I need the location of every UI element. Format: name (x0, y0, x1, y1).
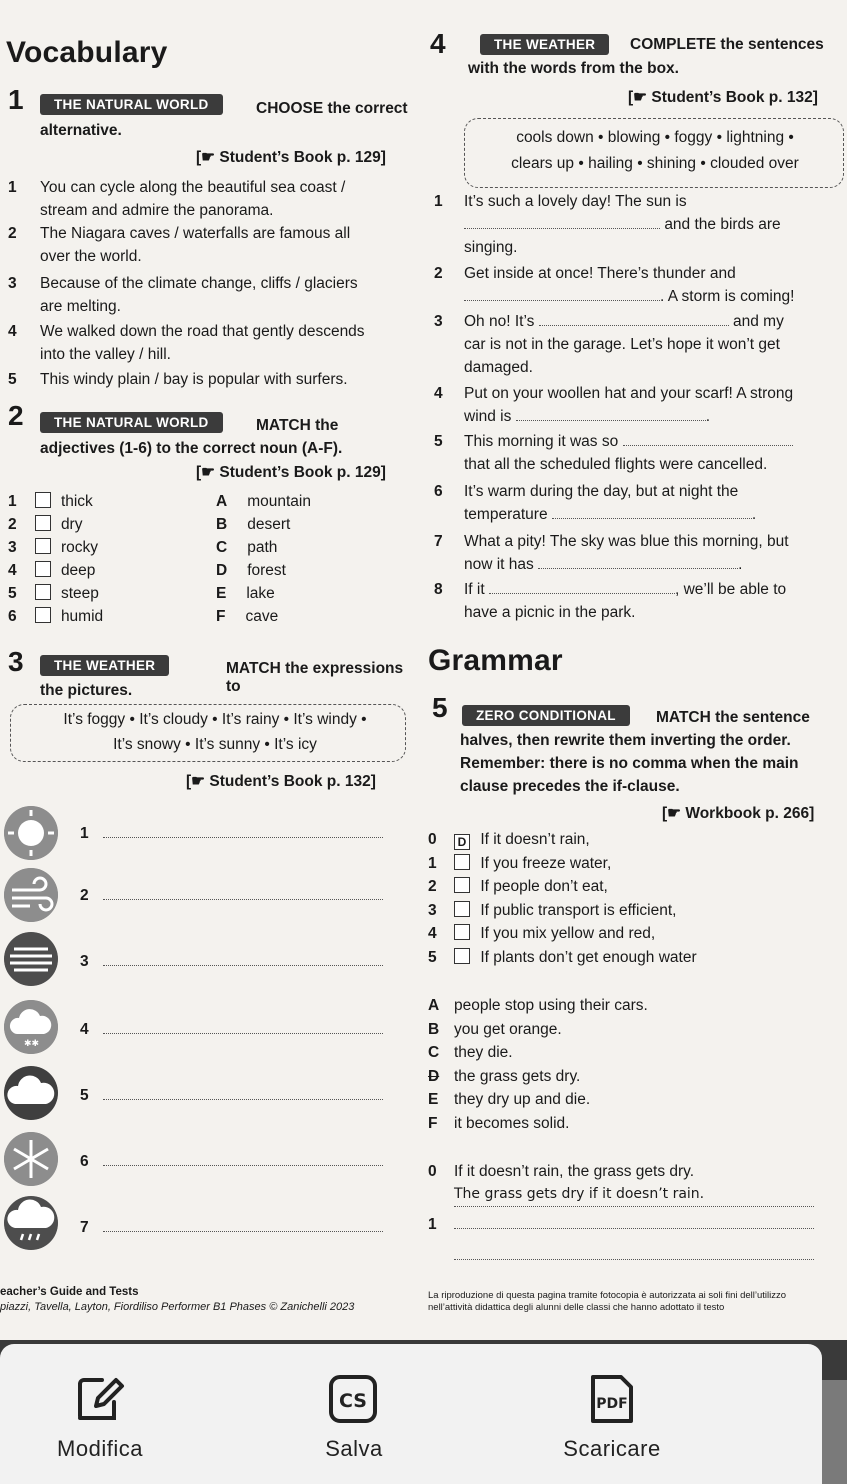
rain-cloud-icon (4, 1196, 58, 1250)
exercise-5-tag: ZERO CONDITIONAL (462, 705, 630, 726)
exercise-5-instruction-2: halves, then rewrite them inverting the order. (460, 732, 791, 749)
answer-blank[interactable] (489, 580, 675, 594)
svg-text:PDF: PDF (596, 1396, 628, 1412)
item-text: Because of the climate change, cliffs / glaciers (40, 275, 358, 292)
answer-checkbox[interactable] (454, 948, 470, 964)
exercise-4-instruction-2: with the words from the box. (468, 60, 679, 77)
save-button[interactable] (254, 1344, 454, 1484)
edit-icon (72, 1372, 126, 1426)
answer-checkbox[interactable] (454, 924, 470, 940)
edit-label: Modifica (57, 1436, 143, 1461)
footer-copyright-1: La riproduzione di questa pagina tramite fotocopia è autorizzata ai soli fini dell’utilizzo (428, 1290, 787, 1301)
exercise-5-number: 5 (432, 692, 448, 723)
exercise-3-instruction-2: the pictures. (40, 682, 133, 699)
exercise-3-number: 3 (8, 646, 24, 677)
exercise-4-instruction: COMPLETE the sentences (630, 36, 824, 53)
exercise-3-instruction: MATCH the expressions to (226, 660, 404, 695)
answer-checkbox[interactable] (35, 492, 51, 508)
item-text: over the world. (40, 248, 142, 265)
exercise-4-reference: [☛ Student’s Book p. 132] (628, 89, 818, 106)
answer-blank[interactable] (103, 886, 383, 900)
item-text: We walked down the road that gently descends (40, 323, 365, 340)
exercise-2-number: 2 (8, 400, 24, 431)
fog-icon (4, 932, 58, 986)
answer-checkbox[interactable] (35, 515, 51, 531)
exercise-3-reference: [☛ Student’s Book p. 132] (186, 773, 376, 790)
table-row: D forest (216, 562, 286, 579)
answer-checkbox[interactable] (35, 584, 51, 600)
exercise-1-reference: [☛ Student’s Book p. 129] (196, 149, 386, 166)
list-item: 4 (8, 323, 17, 340)
worksheet-page: Vocabulary 1 THE NATURAL WORLD CHOOSE the correct alternative. [☛ Student’s Book p. 129] 1 You can cycle along the beautiful sea coast / stream and admire the panorama. 2 The Niagara caves / waterfalls are famous all over the world. 3 Because of the climate change, cliffs / glaciers are melting. 4 We walked down the road that gently descends into the valley / hill. 5 This windy plain / bay is popular with surfers. 2 THE NATURAL WORLD MATCH the adjectives (1-6) to the correct noun (A-F). [☛ Student’s Book p. 129] 1 thick 2 dry 3 rocky 4 deep 5 steep 6 humid A mountain B desert C path D forest E lake F cave 3 THE WEATHER MATCH the expressions to the pictures. It’s foggy • It’s cloudy • It’s rainy • It’s windy • It’s snowy • It’s sunny • It’s icy [☛ Student’s Book p. 132] ✱✱ 1 2 3 4 5 6 7 4 THE WEATHER COMPLETE the sentences with the words from the box. [☛ Student’s Book p. 132] cools down • blowing • foggy • lightning • clears up • hailing • shining • clouded over 1 It’s such a lovely day! The sun is and the birds are singing. 2 Get inside at once! There’s thunder and . A storm is coming! 3 Oh no! It’s and my car is not in the garage. Let’s hope it won’t get damaged. 4 Put on your woollen hat and your scarf! A strong wind is . 5 This morning it was so that all the scheduled flights were cancelled. 6 It’s warm during the day, but at night the temperature . 7 What a pity! The sky was blue this morning, but now it has . 8 If it , we’ll be able to have a picnic in the park. Grammar 5 ZERO CONDITIONAL MATCH the sentence halves, then rewrite them inverting the order. Remember: there is no comma when the main clause precedes the if-clause. [☛ Workbook p. 266] 0 D If it doesn’t rain, 1 If you freeze water, 2 If people don’t eat, 3 If public transport is efficient, 4 If you mix yellow and red, 5 If plants don’t get enough water A people stop using their cars. B you get orange. C they die. D the grass gets dry. E they dry up and die. F it becomes solid. 0 If it doesn’t rain, the grass gets dry. The grass gets dry if it doesn’t rain. 1 eacher’s Guide and Tests piazzi, Tavella, Layton, Fiordiliso Performer B1 Phases © Zanichelli 2023 La riproduzione di questa pagina tramite fotocopia è autorizzata ai soli fini dell’utilizzo nell’attività didattica degli alunni delle classi che hanno adottato il testo (0, 0, 847, 1340)
list-item: Put on your woollen hat and your scarf! A strong wind is . (464, 385, 794, 425)
item-text: are melting. (40, 298, 121, 315)
item-text: into the valley / hill. (40, 346, 171, 363)
answer-blank[interactable] (623, 432, 793, 446)
grammar-title: Grammar (428, 644, 563, 677)
table-row: E lake (216, 585, 275, 602)
table-row: 1 thick (8, 493, 93, 510)
list-item: 2 If people don’t eat, (428, 878, 608, 895)
table-row: C path (216, 539, 278, 556)
answer-checkbox[interactable] (35, 538, 51, 554)
example-sentence: 0 If it doesn’t rain, the grass gets dry. (428, 1163, 695, 1180)
exercise-5-reference: [☛ Workbook p. 266] (662, 805, 815, 822)
table-row: 5 steep (8, 585, 99, 602)
snow-cloud-icon (4, 1000, 58, 1054)
item-text: You can cycle along the beautiful sea coast / (40, 179, 346, 196)
vocabulary-title: Vocabulary (6, 36, 168, 69)
list-item: 1 (8, 179, 17, 196)
answer-blank[interactable] (454, 1246, 814, 1260)
exercise-2-instruction: MATCH the (256, 417, 339, 434)
exercise-3-answer-row: 3 (80, 950, 400, 973)
exercise-1-number: 1 (8, 84, 24, 115)
page-footer (0, 1286, 847, 1340)
exercise-3-answer-row: 4 (80, 1018, 400, 1041)
word-box-line-1: cools down • blowing • foggy • lightning • (516, 129, 794, 146)
table-row: 2 dry (8, 516, 83, 533)
table-row: F cave (216, 608, 279, 625)
rewrite-row: 1 (428, 1213, 838, 1236)
list-item: Oh no! It’s and my car is not in the garage. Let’s hope it won’t get damaged. (464, 313, 784, 376)
snowflake-icon (4, 1132, 58, 1186)
exercise-5-first-halves (428, 828, 838, 969)
answer-checkbox[interactable] (454, 877, 470, 893)
exercise-1-instruction-2: alternative. (40, 122, 122, 139)
list-item: It’s warm during the day, but at night the temperature . (464, 483, 757, 523)
exercise-5-rewrite (428, 1160, 838, 1267)
footer-title: eacher’s Guide and Tests (0, 1286, 139, 1298)
footer-copyright-2: nell’attività didattica degli alunni delle classi che hanno adottato il testo (428, 1302, 725, 1313)
list-item: What a pity! The sky was blue this morning, but now it has . (464, 533, 789, 573)
list-item: 0 D If it doesn’t rain, (428, 831, 590, 849)
answer-blank[interactable] (103, 1152, 383, 1166)
edit-button[interactable] (0, 1344, 200, 1484)
pdf-download-icon (584, 1372, 638, 1426)
exercise-3-answer-row: 1 (80, 822, 400, 845)
answer-blank[interactable] (516, 407, 706, 421)
exercise-4-tag: THE WEATHER (480, 34, 609, 55)
exercise-5-second-halves (428, 994, 838, 1135)
answer-blank[interactable] (552, 505, 752, 519)
item-text: This windy plain / bay is popular with surfers. (40, 371, 348, 388)
exercise-3-tag: THE WEATHER (40, 655, 169, 676)
list-item: Get inside at once! There’s thunder and . A storm is coming! (464, 265, 795, 305)
table-row: B desert (216, 516, 291, 533)
download-label: Scaricare (563, 1436, 661, 1461)
answer-blank[interactable] (103, 1218, 383, 1232)
answer-checkbox[interactable] (35, 607, 51, 623)
exercise-4-number: 4 (430, 28, 446, 59)
table-row: 3 rocky (8, 539, 98, 556)
bottom-action-bar (0, 1344, 822, 1484)
list-item: 5 (8, 371, 17, 388)
item-text: stream and admire the panorama. (40, 202, 274, 219)
list-item: E they dry up and die. (428, 1091, 591, 1108)
exercise-5-instruction: MATCH the sentence (656, 709, 810, 726)
list-item: 2 (8, 225, 17, 242)
wind-icon (4, 868, 58, 922)
answer-blank[interactable] (464, 287, 660, 301)
list-item: D the grass gets dry. (428, 1067, 581, 1085)
answer-checkbox[interactable] (35, 561, 51, 577)
list-item: A people stop using their cars. (428, 997, 648, 1014)
list-item: C they die. (428, 1044, 513, 1061)
answer-blank[interactable] (539, 312, 729, 326)
exercise-3-answer-row: 7 (80, 1216, 400, 1239)
word-box-line-2: clears up • hailing • shining • clouded over (511, 155, 799, 172)
exercise-2-match-table (8, 490, 418, 630)
exercise-5-instruction-3: Remember: there is no comma when the main (460, 755, 799, 772)
sun-icon (4, 806, 58, 860)
exercise-3-answer-row: 6 (80, 1150, 400, 1173)
footer-credits: piazzi, Tavella, Layton, Fiordiliso Performer B1 Phases © Zanichelli 2023 (0, 1301, 355, 1313)
exercise-1-instruction: CHOOSE the correct (256, 100, 408, 117)
exercise-2-reference: [☛ Student’s Book p. 129] (196, 464, 386, 481)
exercise-2-instruction-2: adjectives (1-6) to the correct noun (A-F). (40, 440, 343, 457)
download-button[interactable] (512, 1344, 712, 1484)
list-item: It’s such a lovely day! The sun is and the birds are singing. (464, 193, 781, 256)
answer-blank[interactable] (103, 1020, 383, 1034)
camscanner-save-icon (326, 1372, 380, 1426)
answer-checkbox[interactable]: D (454, 834, 470, 850)
save-label: Salva (325, 1436, 383, 1461)
list-item: 4 If you mix yellow and red, (428, 925, 656, 942)
item-text: The Niagara caves / waterfalls are famous all (40, 225, 351, 242)
answer-blank[interactable] (103, 1086, 383, 1100)
list-item: This morning it was so that all the scheduled flights were cancelled. (464, 430, 844, 476)
table-row: 4 deep (8, 562, 96, 579)
answer-blank[interactable] (103, 824, 383, 838)
cloud-icon (4, 1066, 58, 1120)
list-item: If it , we’ll be able to have a picnic in the park. (464, 581, 787, 621)
answer-checkbox[interactable] (454, 854, 470, 870)
answer-blank[interactable] (454, 1215, 814, 1229)
exercise-3-answer-row: 2 (80, 884, 400, 907)
list-item: F it becomes solid. (428, 1114, 570, 1132)
exercise-1-tag: THE NATURAL WORLD (40, 94, 223, 115)
list-item: 3 (8, 275, 17, 292)
exercise-3-answer-row: 5 (80, 1084, 400, 1107)
table-row: A mountain (216, 493, 311, 510)
list-item: 5 If plants don’t get enough water (428, 948, 697, 966)
exercise-2-tag: THE NATURAL WORLD (40, 412, 223, 433)
list-item: 1 If you freeze water, (428, 854, 612, 872)
svg-text:CS: CS (339, 1390, 367, 1412)
list-item: 3 If public transport is efficient, (428, 901, 677, 919)
table-row: 6 humid (8, 608, 104, 625)
word-box-line-1: It’s foggy • It’s cloudy • It’s rainy • It’s windy • (63, 711, 367, 728)
background-edge (822, 1380, 847, 1484)
exercise-5-instruction-4: clause precedes the if-clause. (460, 778, 680, 795)
answer-checkbox[interactable] (454, 901, 470, 917)
answer-blank[interactable] (464, 215, 660, 229)
word-box-line-2: It’s snowy • It’s sunny • It’s icy (113, 736, 317, 753)
example-rewrite: The grass gets dry if it doesn’t rain. (454, 1183, 814, 1207)
answer-blank[interactable] (538, 555, 738, 569)
answer-blank[interactable] (103, 952, 383, 966)
list-item: B you get orange. (428, 1020, 562, 1038)
svg-text:✱✱: ✱✱ (24, 1039, 40, 1049)
